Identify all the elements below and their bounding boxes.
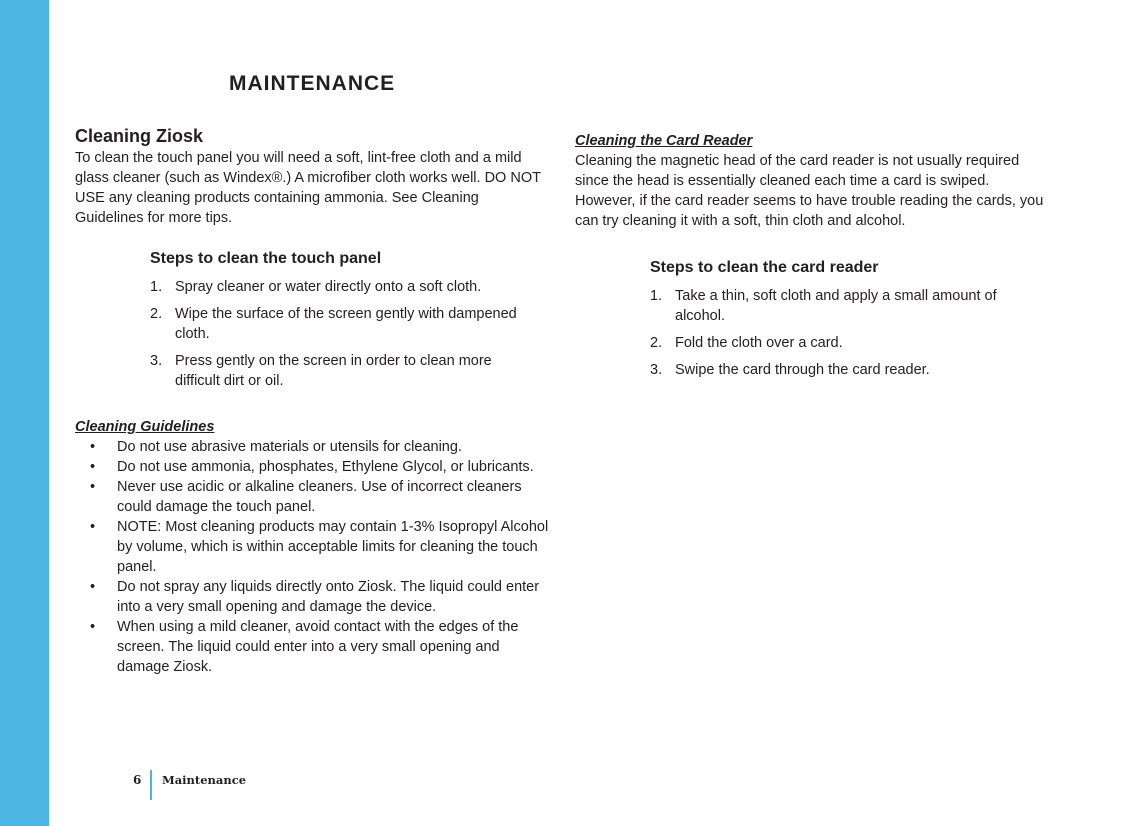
- guideline-text: Never use acidic or alkaline cleaners. Use of incorrect cleaners could damage the touch panel.: [117, 479, 522, 515]
- step-number: 2.: [150, 306, 163, 322]
- list-item: [75, 457, 551, 477]
- guideline-text: Do not use abrasive materials or utensils for cleaning.: [117, 439, 462, 455]
- bullet-icon: •: [90, 459, 96, 475]
- list-item: [650, 360, 1035, 380]
- list-item: [75, 617, 551, 677]
- cleaning-ziosk-heading: Cleaning Ziosk: [75, 126, 204, 146]
- guideline-text: When using a mild cleaner, avoid contact with the edges of the screen. The liquid could enter into a very small opening and damage Ziosk.: [117, 619, 519, 675]
- step-number: 3.: [150, 353, 163, 369]
- bullet-icon: •: [90, 579, 96, 595]
- step-number: 1.: [150, 279, 163, 295]
- list-item: [75, 477, 551, 517]
- guideline-text: NOTE: Most cleaning products may contain 1-3% Isopropyl Alcohol by volume, which is within acceptable limits for cleaning the touch panel.: [117, 519, 549, 575]
- guideline-text: Do not use ammonia, phosphates, Ethylene Glycol, or lubricants.: [117, 459, 534, 475]
- footer-divider: [150, 770, 152, 800]
- step-number: 2.: [650, 335, 663, 351]
- step-text: Take a thin, soft cloth and apply a small amount of alcohol.: [675, 288, 997, 324]
- touch-panel-steps-list: [75, 277, 535, 391]
- card-reader-text: Cleaning the magnetic head of the card reader is not usually required since the head is essentially cleaned each time a card is swiped. However, if the card reader seems to have trouble reading the cards, you can try cleaning it with a soft, thin cloth and alcohol.: [575, 153, 1044, 229]
- card-reader-steps-list: [575, 286, 1035, 380]
- list-item: [650, 333, 1035, 353]
- touch-panel-steps-heading: Steps to clean the touch panel: [150, 250, 382, 267]
- card-reader-heading: Cleaning the Card Reader: [575, 133, 753, 149]
- list-item: [75, 517, 551, 577]
- bullet-icon: •: [90, 439, 96, 455]
- page-number: 6: [133, 773, 142, 787]
- list-item: [150, 351, 535, 391]
- list-item: [75, 577, 551, 617]
- step-number: 1.: [650, 288, 663, 304]
- footer-section-name: Maintenance: [162, 773, 247, 787]
- bullet-icon: •: [90, 479, 96, 495]
- step-text: Spray cleaner or water directly onto a soft cloth.: [175, 279, 482, 295]
- step-text: Swipe the card through the card reader.: [675, 362, 930, 378]
- card-reader-steps-heading: Steps to clean the card reader: [650, 259, 879, 276]
- list-item: [75, 437, 551, 457]
- list-item: [650, 286, 1035, 326]
- guideline-text: Do not spray any liquids directly onto Ziosk. The liquid could enter into a very small opening and damage the device.: [117, 579, 540, 615]
- right-column: [575, 131, 1051, 380]
- list-item: [150, 304, 535, 344]
- side-accent-bar: [0, 0, 49, 826]
- step-text: Fold the cloth over a card.: [675, 335, 843, 351]
- bullet-icon: •: [90, 619, 96, 635]
- bullet-icon: •: [90, 519, 96, 535]
- list-item: [150, 277, 535, 297]
- cleaning-guidelines-heading: Cleaning Guidelines: [75, 419, 215, 435]
- step-text: Wipe the surface of the screen gently with dampened cloth.: [175, 306, 517, 342]
- cleaning-guidelines-list: [75, 437, 551, 677]
- cleaning-ziosk-text: To clean the touch panel you will need a soft, lint-free cloth and a mild glass cleaner (such as Windex®.) A microfiber cloth works well. DO NOT USE any cleaning products containing ammonia. See Cleaning Guidelines for more tips.: [75, 150, 541, 226]
- step-text: Press gently on the screen in order to clean more difficult dirt or oil.: [175, 353, 492, 389]
- left-column: [75, 124, 551, 677]
- step-number: 3.: [650, 362, 663, 378]
- page-title: MAINTENANCE: [229, 72, 396, 95]
